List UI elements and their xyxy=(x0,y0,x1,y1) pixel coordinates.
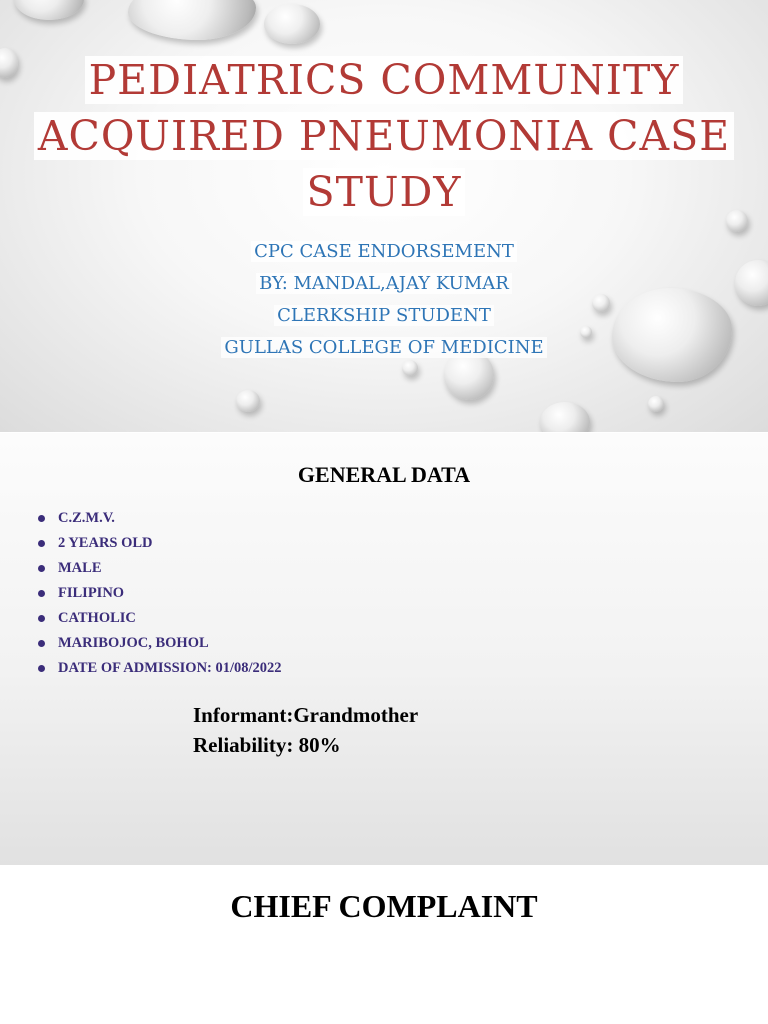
bullet-icon xyxy=(38,515,45,522)
subtitle-line: CLERKSHIP STUDENT xyxy=(274,305,494,326)
subtitle-line: GULLAS COLLEGE OF MEDICINE xyxy=(221,337,546,358)
bullet-icon xyxy=(38,665,45,672)
list-item: DATE OF ADMISSION: 01/08/2022 xyxy=(38,656,282,681)
bullet-icon xyxy=(38,565,45,572)
list-item: FILIPINO xyxy=(38,581,282,606)
general-data-heading: GENERAL DATA xyxy=(297,462,471,487)
water-drop-decoration xyxy=(264,4,320,44)
list-item: MARIBOJOC, BOHOL xyxy=(38,631,282,656)
slide-title-line: PEDIATRICS COMMUNITY xyxy=(85,56,684,104)
title-slide xyxy=(0,0,768,432)
water-drop-decoration xyxy=(236,390,260,412)
subtitle-line: BY: MANDAL,AJAY KUMAR xyxy=(256,273,512,294)
bullet-icon xyxy=(38,590,45,597)
bullet-icon xyxy=(38,615,45,622)
slide-title xyxy=(0,52,768,220)
subtitle-line: CPC CASE ENDORSEMENT xyxy=(251,241,517,262)
list-item: CATHOLIC xyxy=(38,606,282,631)
bullet-icon xyxy=(38,540,45,547)
informant-text: Informant:Grandmother xyxy=(193,703,419,727)
reliability-text: Reliability: 80% xyxy=(193,733,341,757)
water-drop-decoration xyxy=(648,396,664,412)
slide-subtitle xyxy=(0,236,768,364)
bullet-icon xyxy=(38,640,45,647)
water-drop-decoration xyxy=(14,0,84,20)
slide-title-line: STUDY xyxy=(303,168,466,216)
list-item: C.Z.M.V. xyxy=(38,506,282,531)
water-drop-decoration xyxy=(128,0,256,40)
chief-complaint-heading: CHIEF COMPLAINT xyxy=(230,888,538,924)
general-data-list xyxy=(38,506,282,681)
informant-block xyxy=(193,700,418,760)
slide-title-line: ACQUIRED PNEUMONIA CASE xyxy=(34,112,734,160)
list-item: MALE xyxy=(38,556,282,581)
water-drop-decoration xyxy=(540,402,590,432)
list-item: 2 YEARS OLD xyxy=(38,531,282,556)
